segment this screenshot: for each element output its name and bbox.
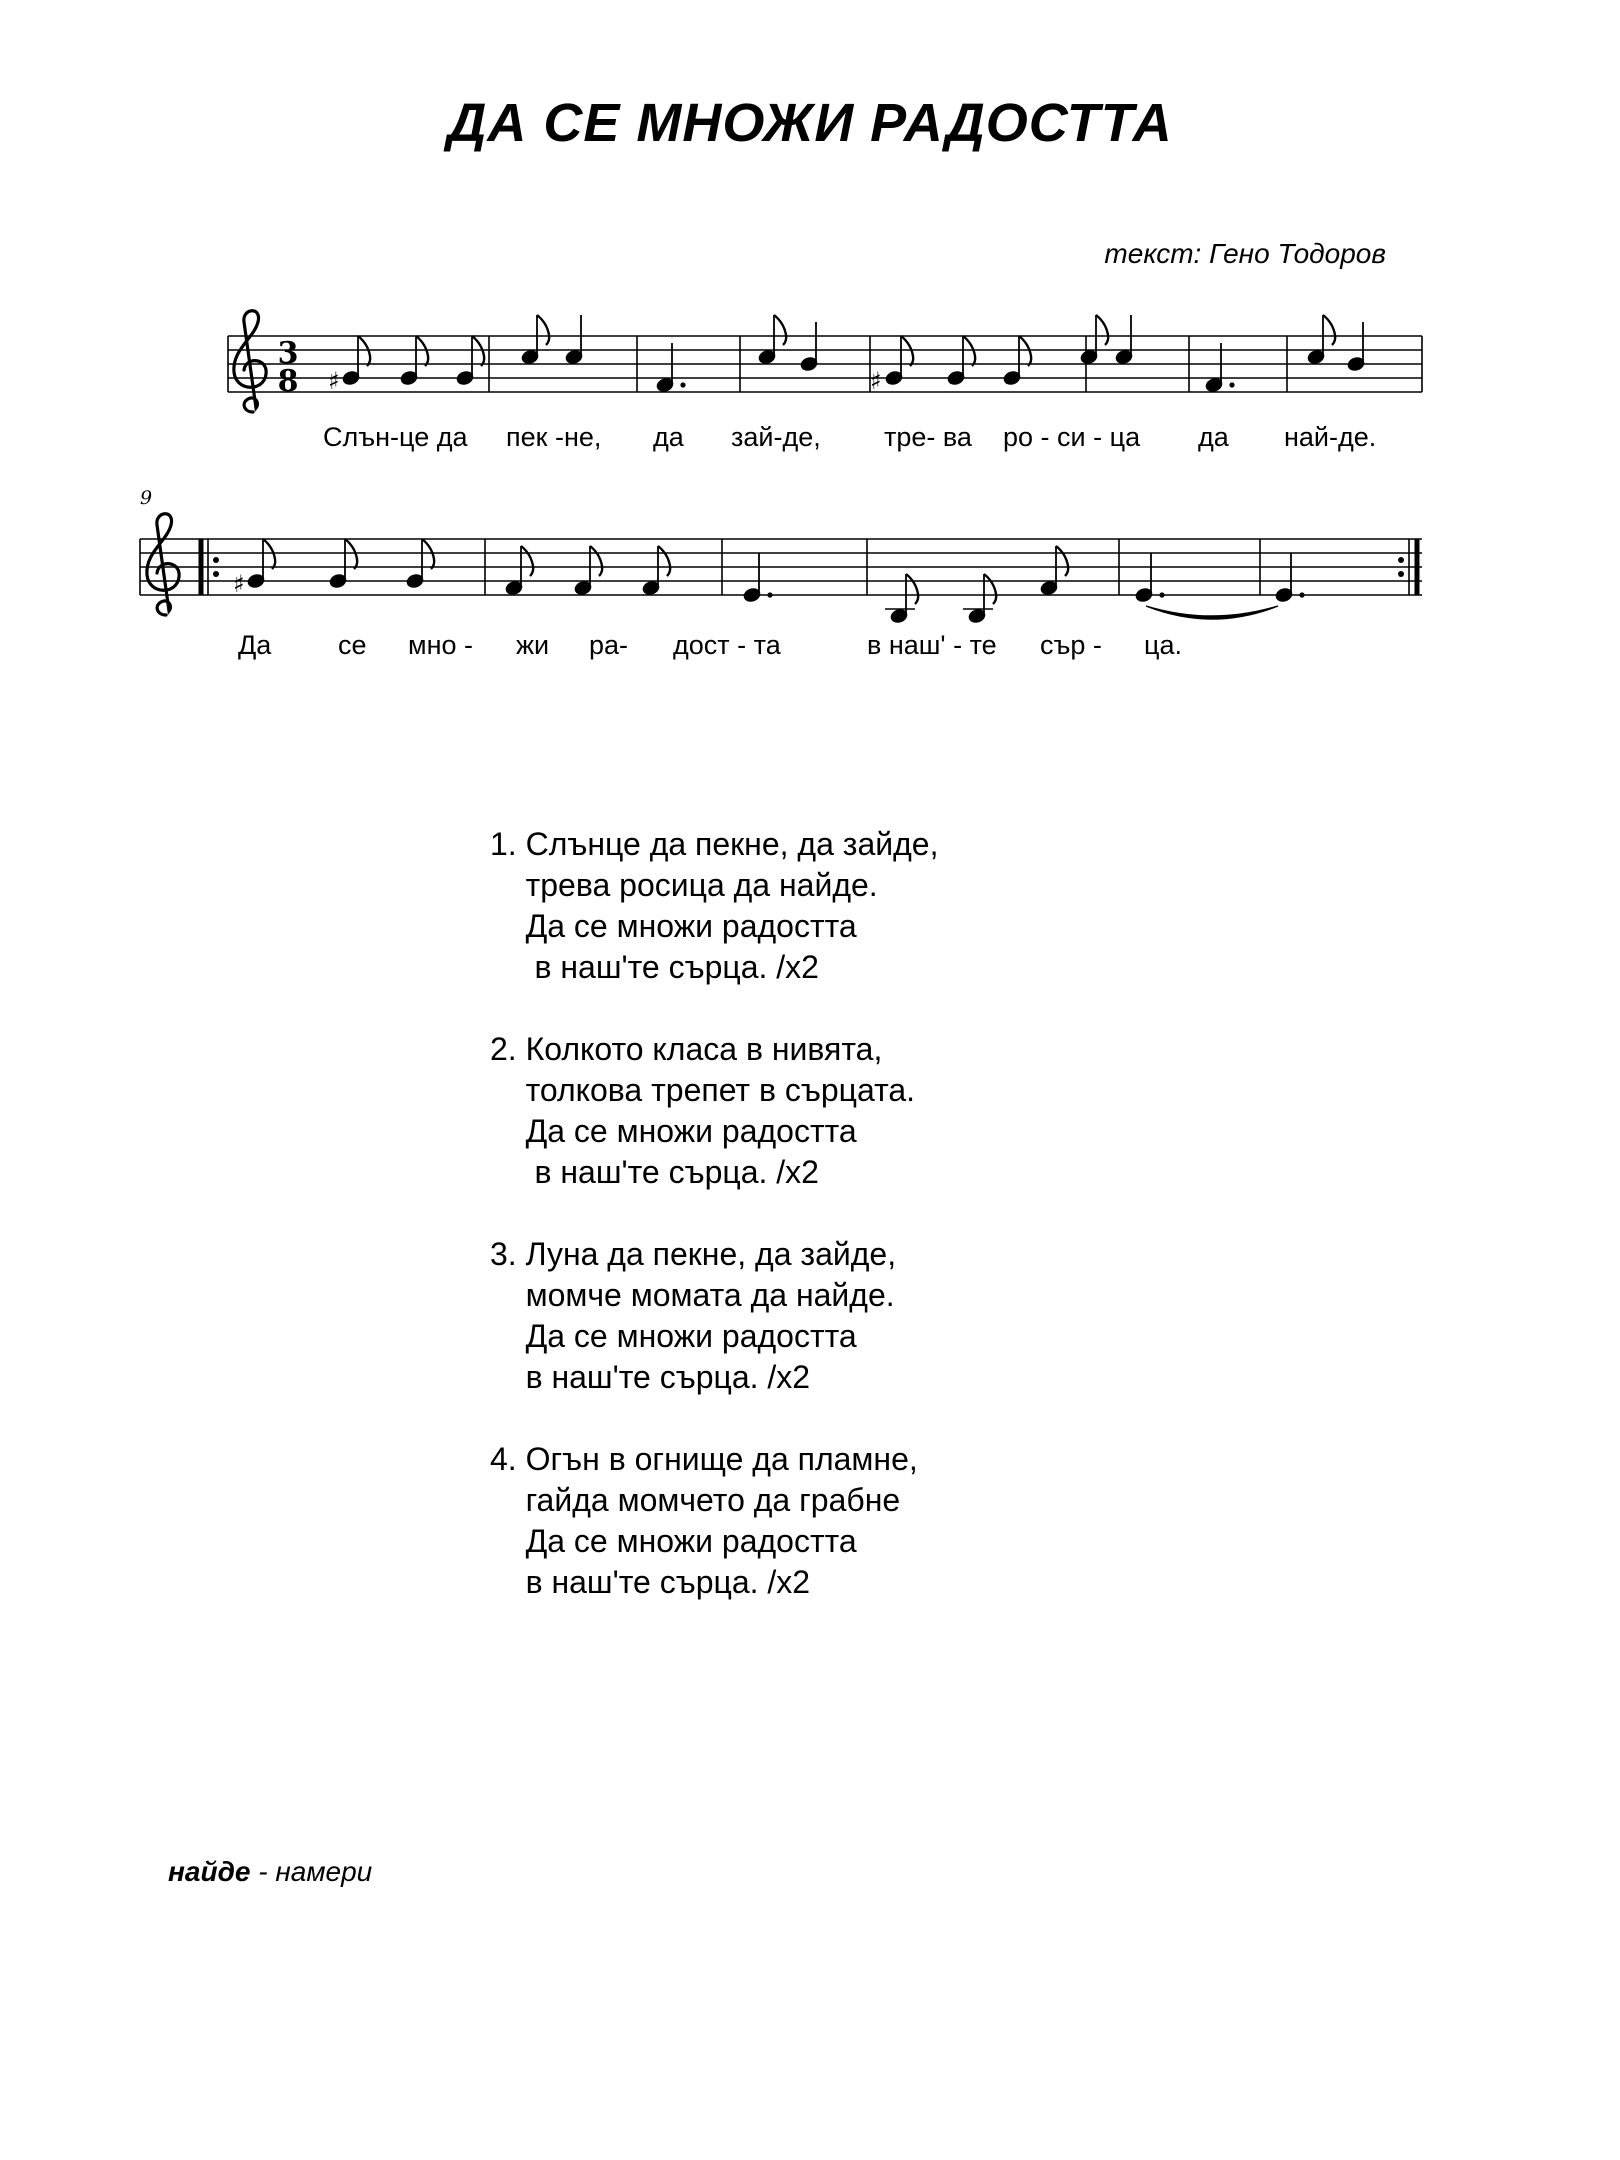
verse-4 <box>490 1439 938 1603</box>
lyric-syllable: в наш' - те <box>867 630 997 660</box>
svg-text:♯: ♯ <box>233 570 245 598</box>
verse-line: в наш'те сърца. /x2 <box>490 1154 819 1190</box>
verse-line: 2. Колкото класа в нивята, <box>490 1031 883 1067</box>
treble-clef-icon <box>234 311 266 412</box>
verse-line: Да се множи радостта <box>490 1318 857 1354</box>
lyric-syllable: да <box>1198 422 1229 452</box>
verse-line: Да се множи радостта <box>490 1523 857 1559</box>
lyric-syllable: най-де. <box>1284 422 1377 452</box>
lyric-syllable: Слън-це да <box>323 422 468 452</box>
song-title: ДА СЕ МНОЖИ РАДОСТТА <box>447 93 1173 153</box>
time-signature-bottom: 8 <box>277 364 299 399</box>
verse-line: гайда момчето да грабне <box>490 1482 901 1518</box>
lyricist-credit: текст: Гено Тодоров <box>1104 238 1386 269</box>
verse-line: 4. Огън в огнище да пламне, <box>490 1441 918 1477</box>
lyric-syllable: мно - <box>408 630 473 660</box>
lyric-syllable: зай-де, <box>731 422 821 452</box>
lyric-syllable: се <box>338 630 367 660</box>
lyric-syllable: дост - та <box>673 630 781 660</box>
lyric-syllable: сър - <box>1040 630 1102 660</box>
svg-text:♯: ♯ <box>328 367 340 395</box>
verse-1 <box>490 824 938 988</box>
lyrics-line-1 <box>323 422 1376 452</box>
lyrics-line-2 <box>238 630 1182 660</box>
lyric-syllable: жи <box>516 630 550 660</box>
lyric-syllable: ро - си - ца <box>1003 422 1141 452</box>
glossary-definition: - намери <box>250 1856 373 1887</box>
verse-line: в наш'те сърца. /x2 <box>490 1564 811 1600</box>
glossary-term: найде <box>168 1856 251 1887</box>
lyric-syllable: тре- ва <box>884 422 972 452</box>
verse-line: в наш'те сърца. /x2 <box>490 1359 811 1395</box>
treble-clef-icon <box>147 514 179 615</box>
verse-line: 1. Слънце да пекне, да зайде, <box>490 826 939 862</box>
verse-line: в наш'те сърца. /x2 <box>490 949 819 985</box>
lyric-syllable: Да <box>238 630 272 660</box>
verse-line: 3. Луна да пекне, да зайде, <box>490 1236 897 1272</box>
time-signature-top: 3 <box>277 336 299 371</box>
sheet-music <box>0 0 1620 700</box>
measure-number: 9 <box>140 487 153 509</box>
verse-line: трева росица да найде. <box>490 867 878 903</box>
glossary-note <box>168 1856 372 1888</box>
lyric-syllable: ра- <box>589 630 629 660</box>
verses <box>490 824 938 1644</box>
verse-line: момче момата да найде. <box>490 1277 895 1313</box>
verse-line: Да се множи радостта <box>490 1113 857 1149</box>
lyric-syllable: да <box>653 422 684 452</box>
verse-3 <box>490 1234 938 1398</box>
verse-2 <box>490 1029 938 1193</box>
lyric-syllable: пек -не, <box>506 422 602 452</box>
verse-line: Да се множи радостта <box>490 908 857 944</box>
verse-line: толкова трепет в сърцата. <box>490 1072 916 1108</box>
lyric-syllable: ца. <box>1144 630 1182 660</box>
svg-text:♯: ♯ <box>870 367 882 395</box>
notes-system-1 <box>328 315 1366 395</box>
